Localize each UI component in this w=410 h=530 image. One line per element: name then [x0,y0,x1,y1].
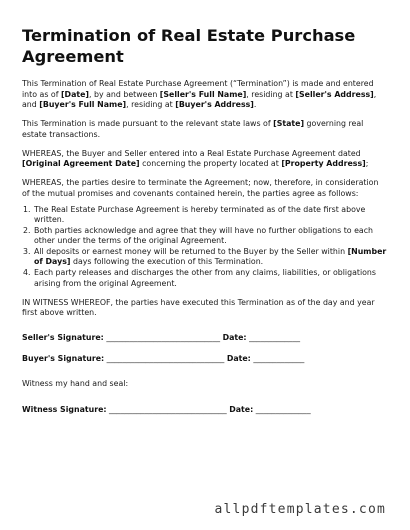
witness-date-line[interactable]: ______________ [253,404,311,414]
state-placeholder: [State] [273,119,305,129]
term-text: All deposits or earnest money will be returned to the Buyer by the Seller within [34,246,348,256]
document-title: Termination of Real Estate Purchase Agreement [22,26,356,66]
buyer-date-label: Date: [226,354,251,364]
term-item: 4. Each party releases and discharges the other from any claims, liabilities, or obligations arising from the original Agreement. [33,268,388,289]
days-placeholder: [Number of Days] [34,246,387,267]
intro-text: , residing at [246,89,296,99]
buyer-address-placeholder: [Buyer's Address] [175,100,254,110]
witness-signature-line[interactable]: ______________________________ [106,404,227,414]
buyer-name-placeholder: [Buyer's Full Name] [39,100,127,110]
whereas-text: ; [365,159,369,169]
seller-signature-label: Seller's Signature: [22,332,104,342]
intro-paragraph [22,79,388,111]
original-date-placeholder: [Original Agreement Date] [22,159,140,169]
witness-signature-row [22,405,388,416]
property-address-placeholder: [Property Address] [281,159,366,169]
state-text: This Termination is made pursuant to the relevant state laws of [22,119,274,129]
buyer-signature-line[interactable]: ______________________________ [104,354,225,364]
site-watermark: allpdftemplates.com [214,502,386,517]
term-item: 2. Both parties acknowledge and agree that they will have no further obligations to each other under the terms of the original Agreement. [33,226,388,247]
date-placeholder: [Date] [60,89,90,99]
state-text: governing real estate transactions. [22,119,364,139]
whereas-text: WHEREAS, the Buyer and Seller entered into a Real Estate Purchase Agreement dated [22,148,361,158]
whereas-text: concerning the property located at [139,159,282,169]
intro-text: , residing at [126,100,176,110]
state-paragraph [22,119,388,140]
whereas-paragraph-1 [22,149,388,170]
terms-list [22,205,388,290]
seller-date-label: Date: [222,332,247,342]
seller-signature-line[interactable]: _____________________________ [103,332,221,342]
seller-address-placeholder: [Seller's Address] [295,89,374,99]
intro-text: . [253,100,257,110]
seller-name-placeholder: [Seller's Full Name] [159,89,247,99]
term-item [33,247,388,268]
witness-signature-label: Witness Signature: [22,404,107,414]
whereas-paragraph-2: WHEREAS, the parties desire to terminate the Agreement; now, therefore, in consideration of the mutual promises and covenants contained herein, the parties agree as follows: [22,178,379,198]
intro-text: , by and between [89,89,160,99]
document-page [22,26,388,415]
buyer-date-line[interactable]: _____________ [250,354,305,364]
term-text: days following the execution of this Termination. [70,257,264,267]
witness-date-label: Date: [229,404,254,414]
seller-signature-row [22,333,388,344]
intro-text: , and [22,89,377,110]
buyer-signature-label: Buyer's Signature: [22,354,105,364]
witness-intro: Witness my hand and seal: [22,379,129,389]
intro-text: This Termination of Real Estate Purchase Agreement (“Termination”) is made and entered into as of [22,79,374,99]
term-item: 1. The Real Estate Purchase Agreement is hereby terminated as of the date first above written. [33,205,388,226]
seller-date-line[interactable]: _____________ [246,332,301,342]
buyer-signature-row [22,354,388,365]
witness-paragraph: IN WITNESS WHEREOF, the parties have executed this Termination as of the day and year first above written. [22,297,375,318]
